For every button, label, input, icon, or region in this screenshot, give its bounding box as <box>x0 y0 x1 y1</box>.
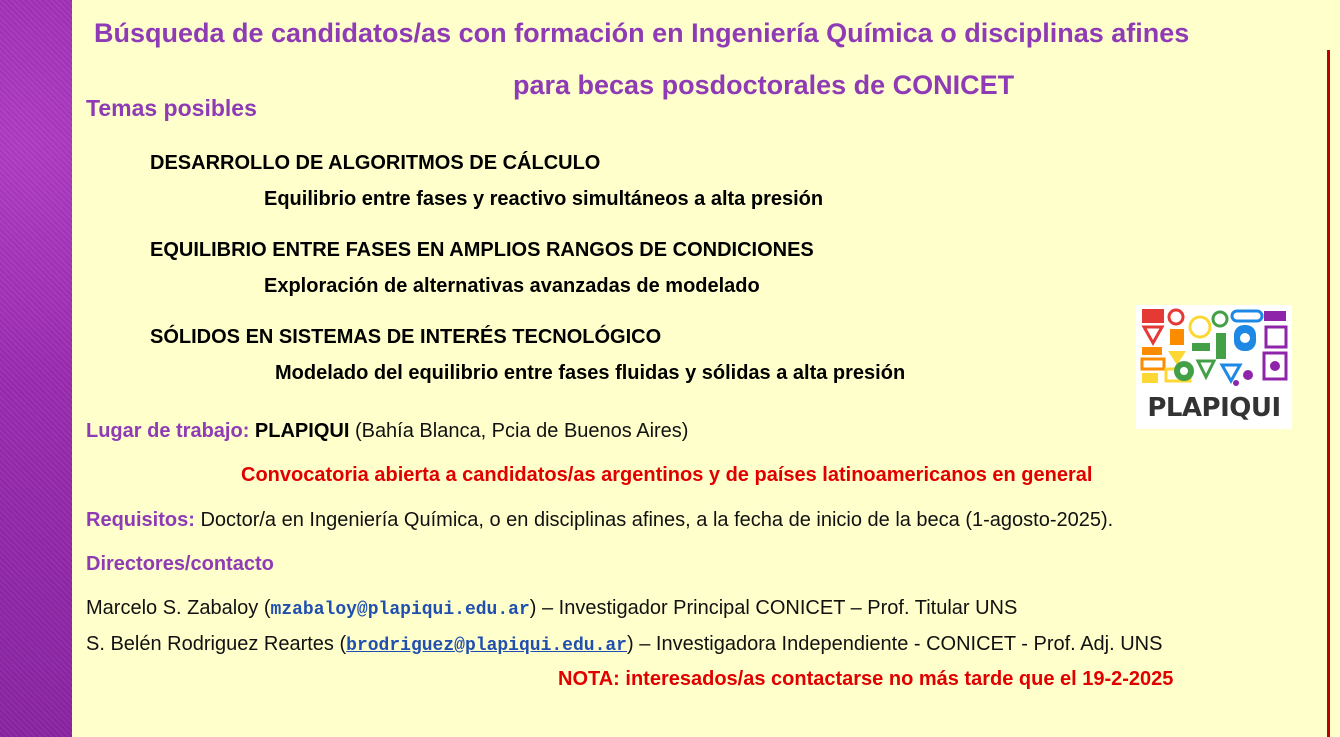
director-1-role: ) – Investigador Principal CONICET – Prof. Titular UNS <box>529 597 1018 619</box>
topic-2: EQUILIBRIO ENTRE FASES EN AMPLIOS RANGOS DE CONDICIONES <box>150 239 814 261</box>
directores-heading: Directores/contacto <box>86 553 274 575</box>
requisitos-row <box>86 509 1113 532</box>
decorative-sidebar <box>0 0 72 737</box>
requisitos-text: Doctor/a en Ingeniería Química, o en disciplinas afines, a la fecha de inicio de la beca (1-agosto-2025). <box>200 509 1114 531</box>
lugar-row <box>86 420 688 443</box>
topic-3: SÓLIDOS EN SISTEMAS DE INTERÉS TECNOLÓGICO <box>150 326 662 348</box>
plapiqui-logo <box>1136 305 1292 429</box>
temas-heading: Temas posibles <box>86 95 257 121</box>
convocatoria-notice: Convocatoria abierta a candidatos/as argentinos y de países latinoamericanos en general <box>241 464 1093 486</box>
director-2-role: ) – Investigadora Independiente - CONICET - Prof. Adj. UNS <box>627 633 1163 655</box>
director-1-email[interactable]: mzabaloy@plapiqui.edu.ar <box>270 600 530 620</box>
director-2-email-link[interactable]: brodriguez@plapiqui.edu.ar <box>346 636 627 656</box>
lugar-label: Lugar de trabajo: <box>86 420 250 442</box>
nota-deadline: NOTA: interesados/as contactarse no más tarde que el 19-2-2025 <box>558 668 1174 690</box>
title-line-2: para becas posdoctorales de CONICET <box>513 70 1015 100</box>
topic-3-sub: Modelado del equilibrio entre fases fluidas y sólidas a alta presión <box>275 362 906 384</box>
director-1-name: Marcelo S. Zabaloy ( <box>86 597 271 619</box>
title-line-1: Búsqueda de candidatos/as con formación en Ingeniería Química o disciplinas afines <box>94 18 1190 48</box>
logo-text: PLAPIQUI <box>1147 393 1281 423</box>
lugar-place: PLAPIQUI <box>254 420 350 442</box>
topic-1-sub: Equilibrio entre fases y reactivo simultáneos a alta presión <box>264 188 824 210</box>
lugar-detail: (Bahía Blanca, Pcia de Buenos Aires) <box>354 420 689 442</box>
director-2 <box>86 633 1162 656</box>
topic-1: DESARROLLO DE ALGORITMOS DE CÁLCULO <box>150 152 601 174</box>
red-divider-line <box>1327 50 1330 737</box>
topic-2-sub: Exploración de alternativas avanzadas de modelado <box>264 275 760 297</box>
requisitos-label: Requisitos: <box>86 509 195 531</box>
director-2-name: S. Belén Rodriguez Reartes ( <box>86 633 347 655</box>
director-1 <box>86 597 1017 620</box>
